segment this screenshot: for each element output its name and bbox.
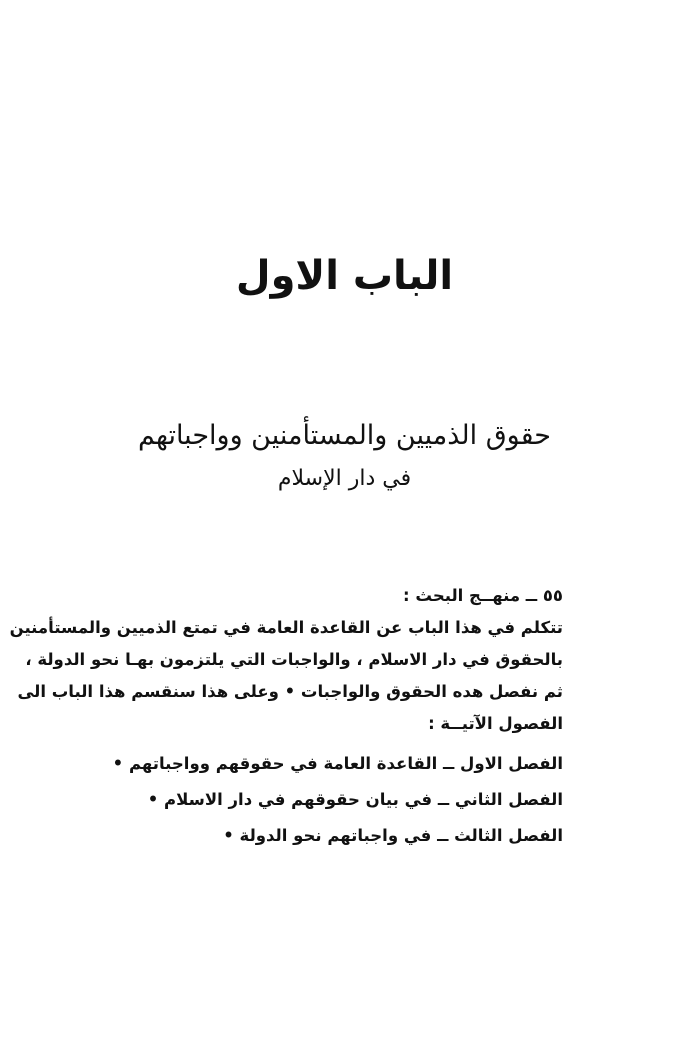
paragraph-line: تتكلم في هذا الباب عن القاعدة العامة في تمتع الذميين والمستأمنين (9, 618, 563, 637)
list-item: الفصل الثاني ــ في بيان حقوقهم في دار الاسلام • (147, 790, 563, 809)
chapters-list (73, 746, 563, 854)
paragraph (9, 580, 563, 740)
section-subtitle: في دار الإسلام (277, 466, 412, 491)
paragraph-line: بالحقوق في دار الاسلام ، والواجبات التي يلتزمون بهـا نحو الدولة ، (25, 650, 563, 669)
list-item: الفصل الثالث ــ في واجباتهم نحو الدولة • (223, 826, 563, 845)
section-title: حقوق الذميين والمستأمنين وواجباتهم (138, 420, 551, 451)
chapter-title: الباب الاول (235, 253, 454, 299)
list-item: الفصل الاول ــ القاعدة العامة في حقوقهم وواجباتهم • (112, 754, 563, 773)
paragraph-heading: ٥٥ ــ منهــج البحث : (403, 586, 563, 605)
paragraph-line: ثم نفصل هده الحقوق والواجبات • وعلى هذا سنقسم هذا الباب الى (17, 682, 563, 701)
paragraph-line: الفصول الآتيــة : (428, 714, 563, 733)
